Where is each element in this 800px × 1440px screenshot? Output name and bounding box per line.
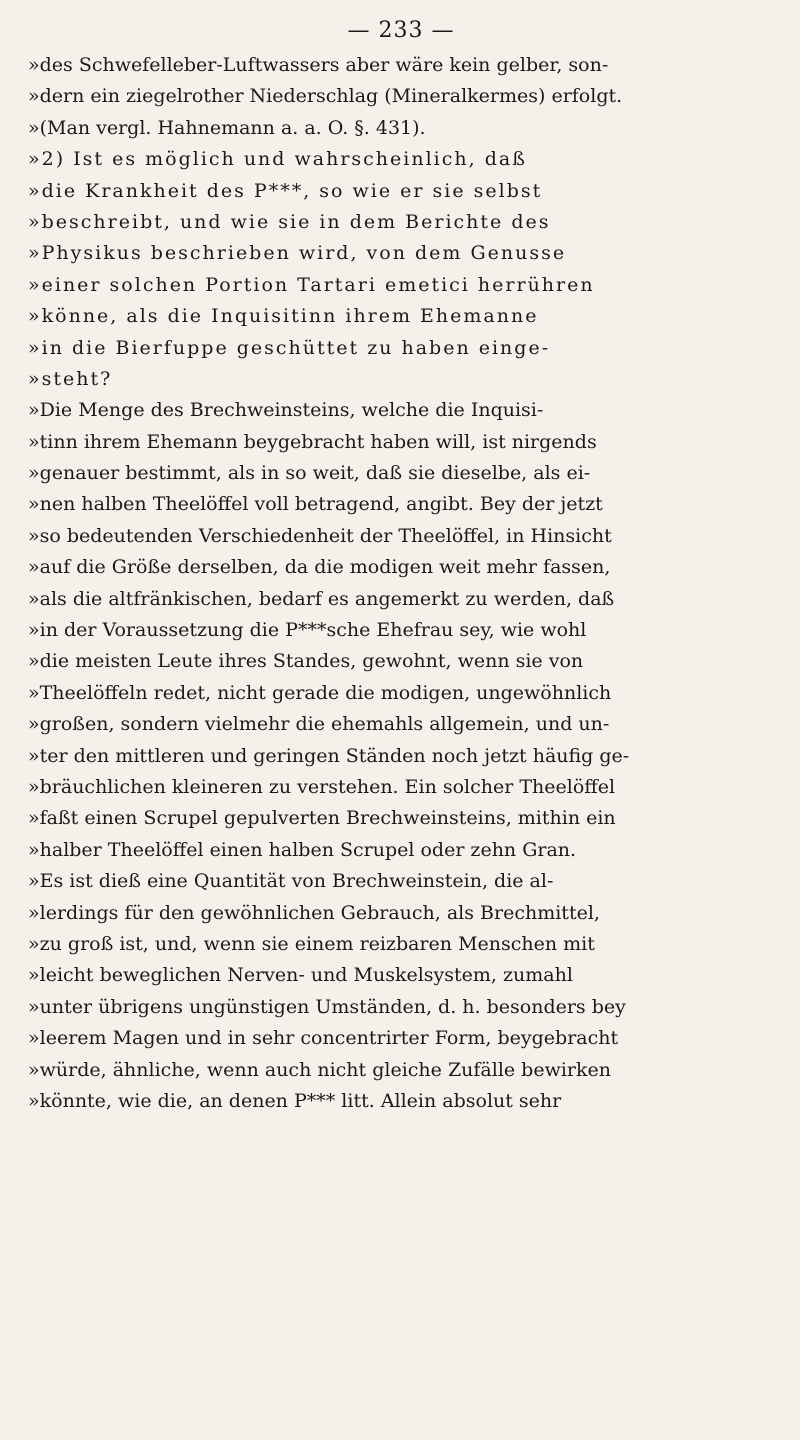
question-line: »in die Bierfuppe geschüttet zu haben einge-: [28, 336, 551, 359]
text-line: »bräuchlichen kleineren zu verstehen. Ein solcher Theelöffel: [28, 775, 616, 798]
text-line: »des Schwefelleber-Luftwassers aber wäre kein gelber, son-: [28, 54, 609, 76]
text-line: »zu groß ist, und, wenn sie einem reizbaren Menschen mit: [28, 932, 595, 955]
text-line: »faßt einen Scrupel gepulverten Brechweinsteins, mithin ein: [28, 807, 616, 830]
text-line: »würde, ähnliche, wenn auch nicht gleiche Zufälle bewirken: [28, 1058, 611, 1081]
text-line: »(Man vergl. Hahnemann a. a. O. §. 431).: [28, 116, 426, 139]
text-line: »tinn ihrem Ehemann beygebracht haben will, ist nirgends: [28, 430, 597, 453]
question-line: »2) Ist es möglich und wahrscheinlich, daß: [28, 148, 527, 171]
question-line: »einer solchen Portion Tartari emetici herrühren: [28, 273, 595, 296]
question-line: »steht?: [28, 367, 113, 390]
body-text: [28, 50, 774, 1117]
text-line: »ter den mittleren und geringen Ständen noch jetzt häufig ge-: [28, 744, 630, 767]
text-line: »auf die Größe derselben, da die modigen weit mehr fassen,: [28, 556, 611, 579]
text-line: »Die Menge des Brechweinsteins, welche die Inquisi-: [28, 399, 544, 422]
text-line: »großen, sondern vielmehr die ehemahls allgemein, und un-: [28, 713, 610, 736]
text-line: »nen halben Theelöffel voll betragend, angibt. Bey der jetzt: [28, 493, 603, 516]
text-line: »so bedeutenden Verschiedenheit der Theelöffel, in Hinsicht: [28, 524, 612, 547]
text-line: »unter übrigens ungünstigen Umständen, d. h. besonders bey: [28, 995, 626, 1018]
text-line: »leerem Magen und in sehr concentrirter Form, beygebracht: [28, 1027, 619, 1050]
text-line: »halber Theelöffel einen halben Scrupel oder zehn Gran.: [28, 838, 577, 861]
text-line: »könnte, wie die, an denen P*** litt. Allein absolut sehr: [28, 1089, 562, 1112]
text-line: »in der Voraussetzung die P***sche Ehefrau sey, wie wohl: [28, 619, 587, 642]
text-line: »dern ein ziegelrother Niederschlag (Mineralkermes) erfolgt.: [28, 85, 623, 108]
page-number: — 233 —: [347, 18, 455, 43]
text-line: »lerdings für den gewöhnlichen Gebrauch, als Brechmittel,: [28, 901, 600, 924]
text-line: »genauer bestimmt, als in so weit, daß sie dieselbe, als ei-: [28, 462, 591, 485]
question-line: »Physikus beschrieben wird, von dem Genusse: [28, 242, 567, 265]
question-line: »beschreibt, und wie sie in dem Berichte des: [28, 210, 551, 233]
text-line: »die meisten Leute ihres Standes, gewohnt, wenn sie von: [28, 650, 584, 673]
text-line: »Theelöffeln redet, nicht gerade die modigen, ungewöhnlich: [28, 681, 612, 704]
text-line: »als die altfränkischen, bedarf es angemerkt zu werden, daß: [28, 587, 615, 610]
question-line: »die Krankheit des P***, so wie er sie selbst: [28, 179, 543, 202]
text-line: »Es ist dieß eine Quantität von Brechweinstein, die al-: [28, 870, 554, 893]
text-line: »leicht beweglichen Nerven- und Muskelsystem, zumahl: [28, 964, 573, 987]
question-line: »könne, als die Inquisitinn ihrem Ehemanne: [28, 305, 539, 328]
